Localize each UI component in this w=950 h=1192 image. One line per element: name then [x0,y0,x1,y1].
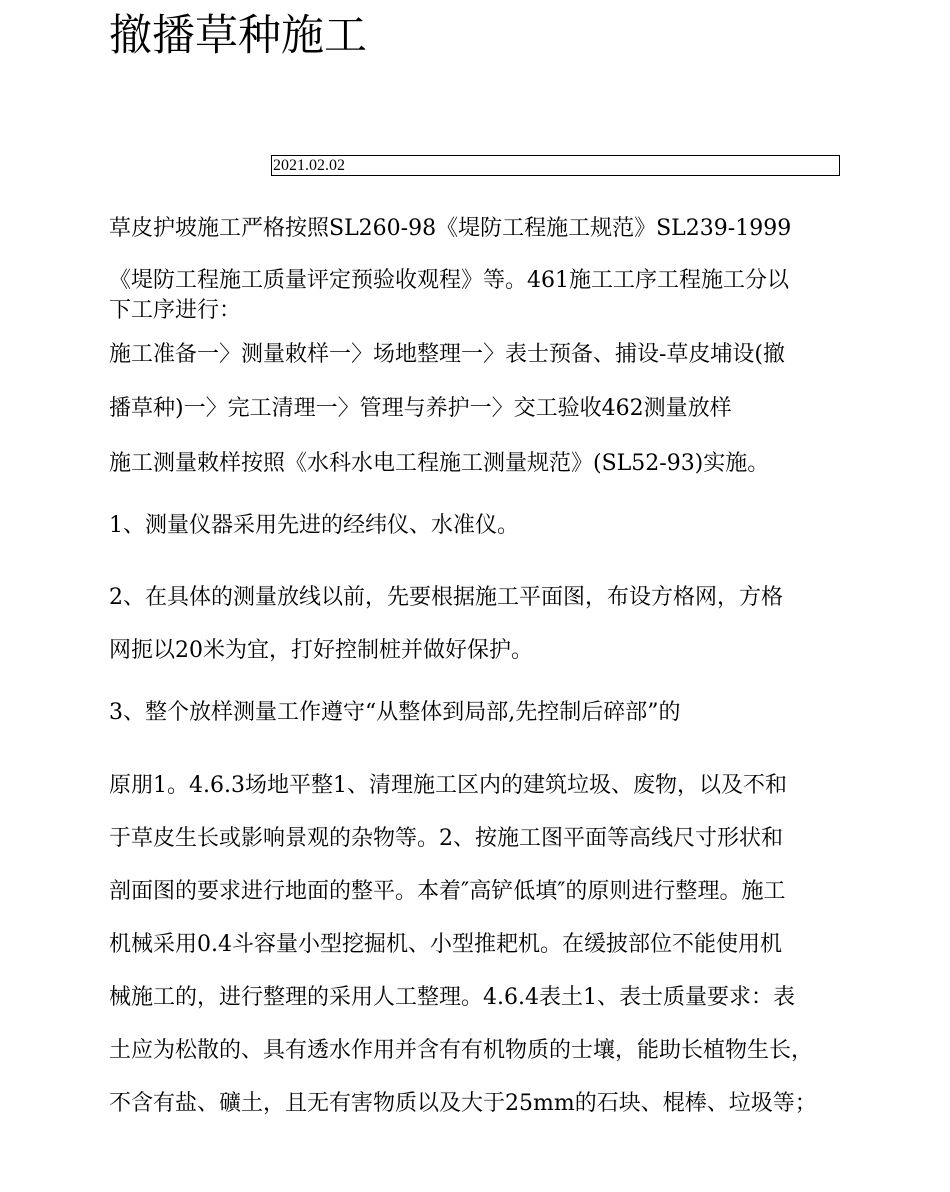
paragraph-line: 播草种)一〉完工清理一〉管理与养护一〉交工验收462测量放样 [109,396,732,421]
paragraph-line: 机械采用0.4斗容量小型挖掘机、小型推耙机。在缓披部位不能使用机 [109,932,782,957]
paragraph-line: 土应为松散的、具有透水作用并含有有机物质的士壤，能助长植物生长， [109,1038,814,1063]
paragraph-line: 不含有盐、礦土，且无有害物质以及大于25mm的石块、棍棒、垃圾等； [109,1091,817,1116]
paragraph-line: 施工测量敕样按照《水科水电工程施工测量规范》(SL52-93)实施。 [109,451,770,476]
paragraph-line: 下工序进行： [109,298,242,323]
paragraph-line: 械施工的，进行整理的采用人工整理。4.6.4表土1、表士质量要求：表 [109,985,795,1010]
paragraph-line: 草皮护坡施工严格按照SL260-98《堤防工程施工规范》SL239-1999 [109,216,792,241]
paragraph-line: 原朋1。4.6.3场地平整1、清理施工区内的建筑垃圾、废物，以及不和 [109,773,787,798]
paragraph-line: 2、在具体的测量放线以前，先要根据施工平面图，布设方格网，方格 [109,585,783,610]
paragraph-line: 《堤防工程施工质量评定预验收观程》等。461施工工序工程施工分以 [109,268,789,293]
paragraph-line: 于草皮生长或影响景观的杂物等。2、按施工图平面等高线尺寸形状和 [109,826,783,851]
paragraph-line: 剖面图的要求进行地面的整平。本着″高铲低填″的原则进行整理。施工 [109,879,786,904]
document-title: 撤播草种施工 [109,11,367,61]
paragraph-line: 1、测量仪器采用先进的经纬仪、水准仪。 [109,513,519,538]
paragraph-line: 3、整个放样测量工作遵守“从整体到局部,先控制后碎部”的 [109,700,681,725]
paragraph-line: 网扼以20米为宜，打好控制桩并做好保护。 [109,638,533,663]
date-field: 2021.02.02 [271,155,840,176]
paragraph-line: 施工准备一〉测量敕样一〉场地整理一〉表士预备、捕设-草皮埔设(撤 [109,342,786,367]
